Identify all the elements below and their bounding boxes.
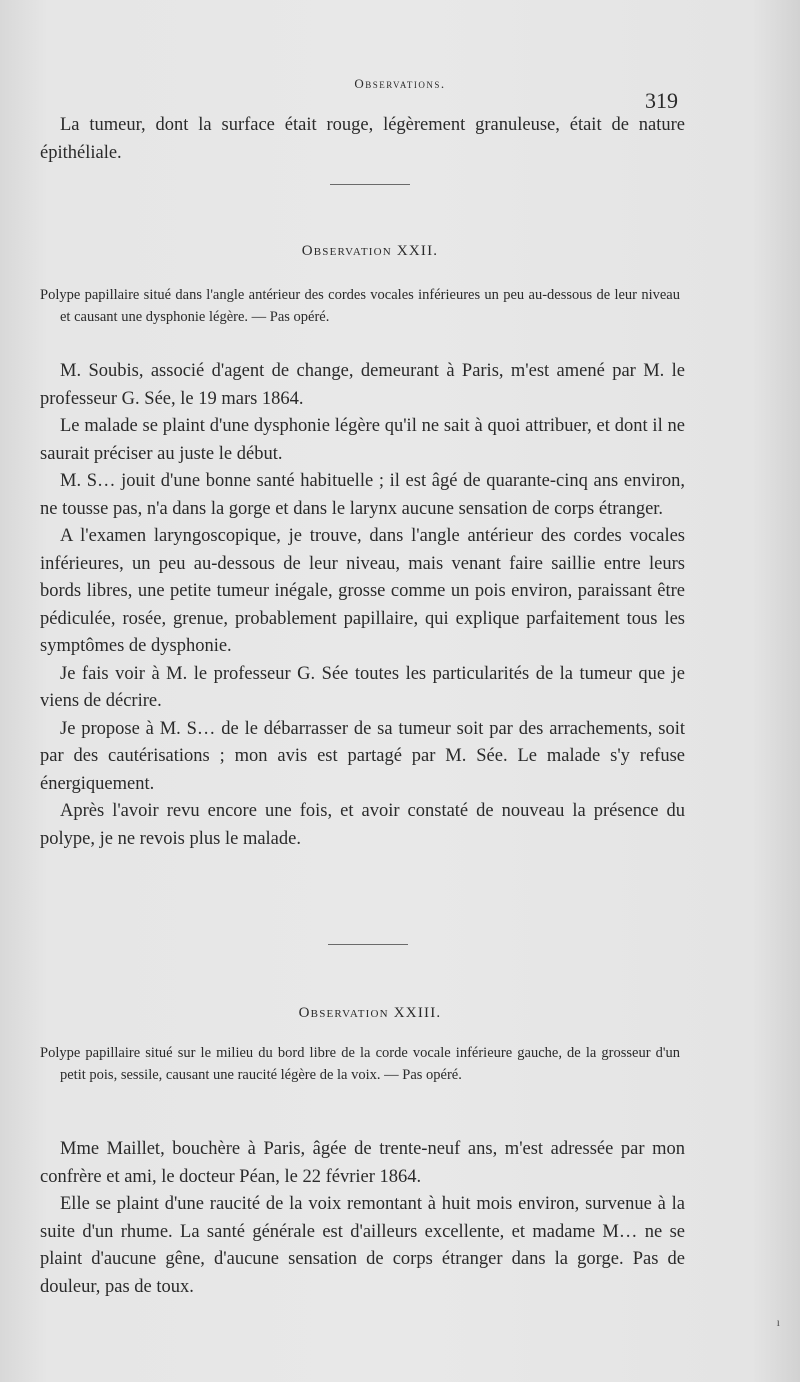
page-number: 319	[645, 88, 678, 113]
observation-23-summary-text: Polype papillaire situé sur le milieu du bord libre de la corde vocale inférieure gauche, de la grosseur d'un petit pois, sessile, causant une raucité légère de la voix. — Pas opéré.	[40, 1045, 680, 1083]
obs23-paragraph-2: Elle se plaint d'une raucité de la voix remontant à huit mois environ, survenue à la suite d'un rhume. La santé générale est d'ailleurs excellente, et madame M… ne se plaint d'aucune gêne, d'aucune sensation de corps étranger dans la gorge. Pas de douleur, pas de toux.	[40, 1194, 685, 1297]
observation-22-summary-text: Polype papillaire situé dans l'angle antérieur des cordes vocales inférieures un peu au-dessous de leur niveau et causant une dysphonie légère. — Pas opéré.	[40, 287, 680, 325]
running-head: Observations.	[354, 76, 446, 91]
observation-23-body	[40, 1136, 685, 1301]
obs22-paragraph-7: Après l'avoir revu encore une fois, et avoir constaté de nouveau la présence du polype, je ne revois plus le malade.	[40, 801, 685, 849]
section-divider	[328, 944, 408, 945]
observation-23-summary	[40, 1042, 680, 1086]
opening-paragraph: La tumeur, dont la surface était rouge, légèrement granuleuse, était de nature épithéliale.	[40, 115, 685, 163]
obs22-paragraph-3: M. S… jouit d'une bonne santé habituelle ; il est âgé de quarante-cinq ans environ, ne tousse pas, n'a dans la gorge et dans le larynx aucune sensation de corps étranger.	[40, 471, 685, 519]
observation-23-title: Observation XXIII.	[298, 1005, 442, 1021]
obs23-paragraph-1: Mme Maillet, bouchère à Paris, âgée de trente-neuf ans, m'est adressée par mon confrère et ami, le docteur Péan, le 22 février 1864.	[40, 1139, 685, 1187]
observation-22-title: Observation XXII.	[301, 243, 439, 259]
obs22-paragraph-6: Je propose à M. S… de le débarrasser de sa tumeur soit par des arrachements, soit par des cautérisations ; mon avis est partagé par M. Sée. Le malade s'y refuse énergiquement.	[40, 718, 685, 794]
obs22-paragraph-5: Je fais voir à M. le professeur G. Sée toutes les particularités de la tumeur que je viens de décrire.	[40, 663, 685, 711]
obs22-paragraph-2: Le malade se plaint d'une dysphonie légère qu'il ne sait à quoi attribuer, et dont il ne saurait préciser au juste le début.	[40, 416, 685, 464]
section-divider	[330, 184, 410, 185]
margin-mark: ı	[776, 1315, 780, 1329]
observation-22-summary	[40, 284, 680, 328]
obs22-paragraph-1: M. Soubis, associé d'agent de change, demeurant à Paris, m'est amené par M. le professeur G. Sée, le 19 mars 1864.	[40, 361, 685, 409]
observation-22-body	[40, 358, 685, 853]
obs22-paragraph-4: A l'examen laryngoscopique, je trouve, dans l'angle antérieur des cordes vocales inférieures, un peu au-dessous de leur niveau, mais venant faire saillie entre leurs bords libres, une petite tumeur inégale, grosse comme un pois environ, paraissant être pédiculée, rosée, grenue, probablement papillaire, qui explique parfaitement tous les symptômes de dysphonie.	[40, 526, 685, 656]
opening-text-block	[40, 112, 685, 167]
